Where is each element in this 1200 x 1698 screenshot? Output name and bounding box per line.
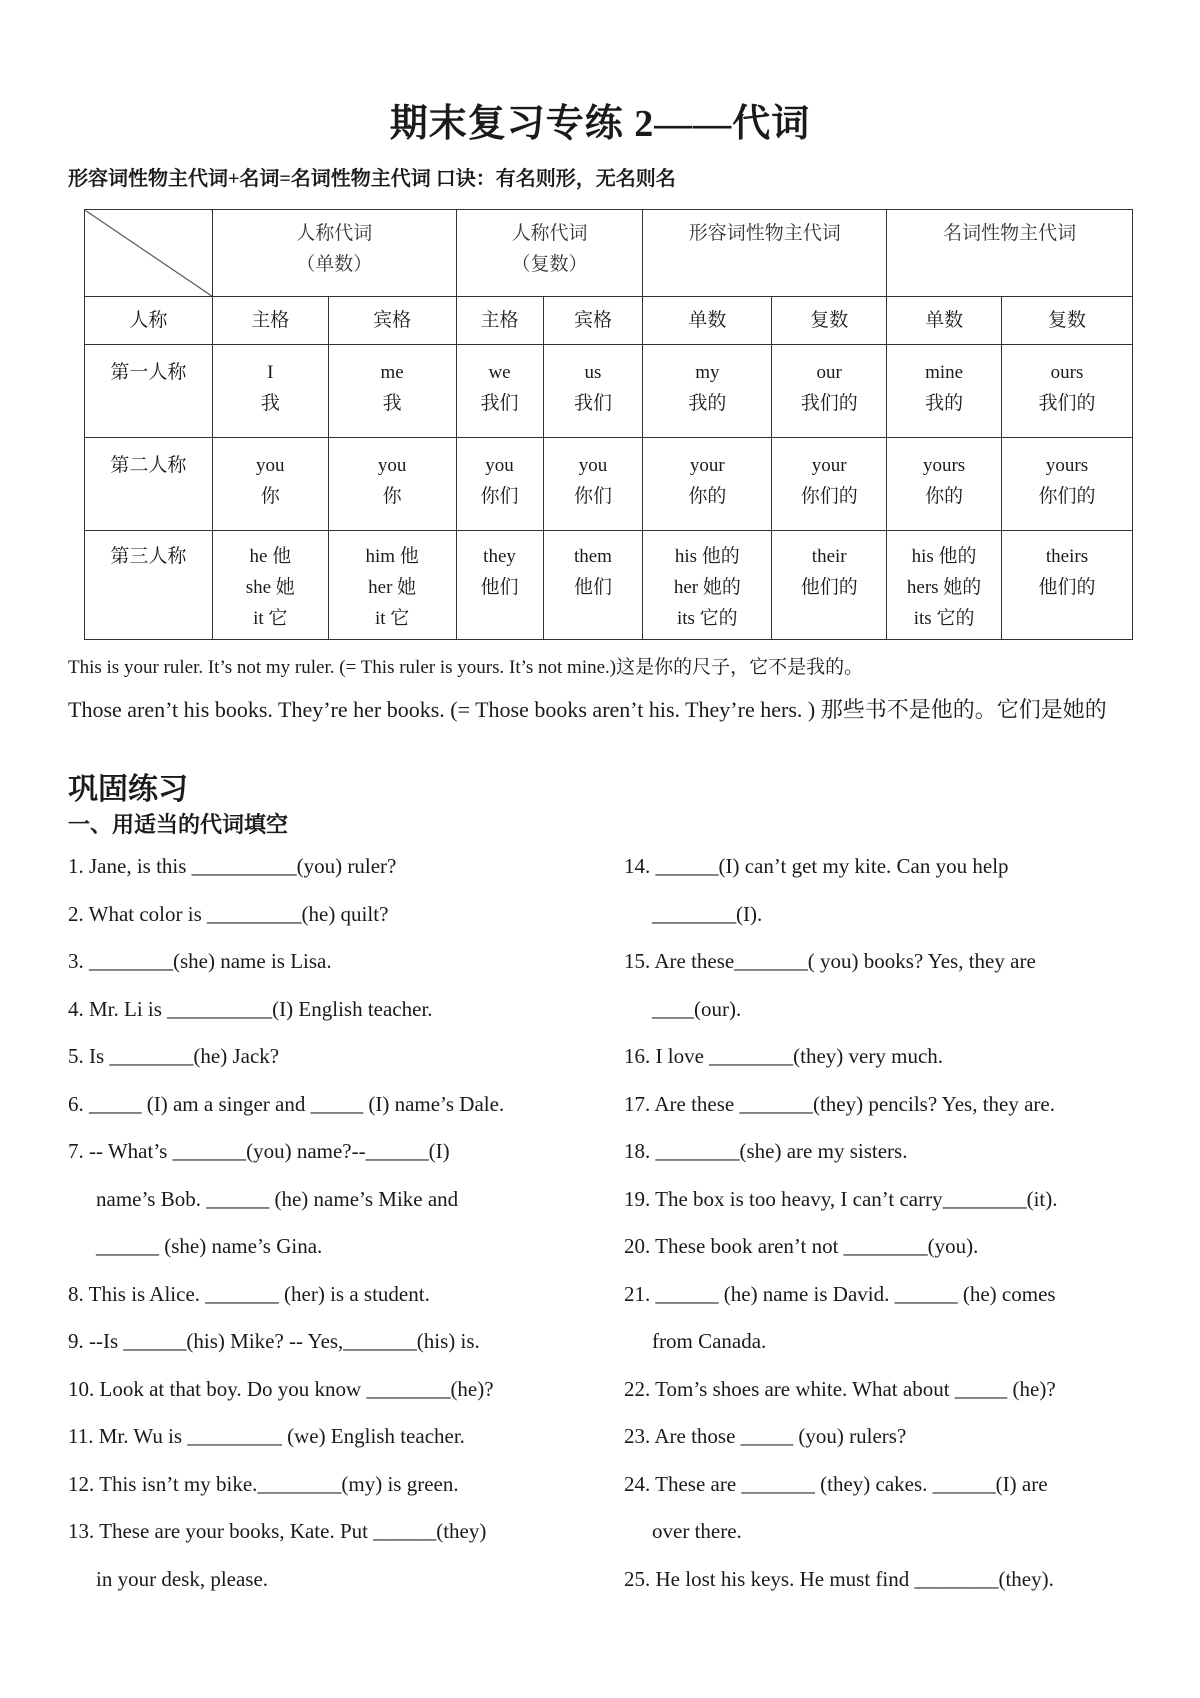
table-cell: we 我们 — [456, 345, 543, 438]
table-cell: your 你的 — [643, 438, 772, 531]
exercise-item: 9. --Is ______(his) Mike? -- Yes,_______(his) is. — [68, 1329, 480, 1353]
exercise-item: 16. I love ________(they) very much. — [624, 1044, 944, 1068]
header-adjective-possessive: 形容词性物主代词 — [643, 210, 887, 297]
table-cell: you 你们 — [543, 438, 643, 531]
diagonal-corner-cell — [85, 210, 213, 297]
exercise-item-continuation: name’s Bob. ______ (he) name’s Mike and — [96, 1186, 459, 1211]
row-label: 第二人称 — [85, 438, 213, 531]
exercise-item: 13. These are your books, Kate. Put ______(they) — [68, 1519, 487, 1543]
section-heading: 一、用适当的代词填空 — [68, 812, 289, 837]
exercise-item-continuation: from Canada. — [652, 1329, 767, 1353]
exercise-item: 10. Look at that boy. Do you know ________(he)? — [68, 1376, 494, 1401]
table-cell: our 我们的 — [772, 345, 887, 438]
exercise-item: 12. This isn’t my bike.________(my) is green. — [68, 1471, 459, 1496]
exercise-item: 15. Are these_______( you) books? Yes, they are — [624, 949, 1036, 973]
exercise-item: 19. The box is too heavy, I can’t carry________(it). — [624, 1186, 1058, 1211]
table-cell: ours 我们的 — [1002, 345, 1133, 438]
exercise-column-left — [68, 843, 588, 1603]
exercise-item-continuation: ____(our). — [652, 996, 742, 1021]
table-cell: mine 我的 — [887, 345, 1002, 438]
example-sentence-1: This is your ruler. It’s not my ruler. (= This ruler is yours. It’s not mine.)这是你的尺子，它不是我的。 — [68, 657, 864, 678]
table-cell: you 你们 — [456, 438, 543, 531]
subheader-cell: 宾格 — [328, 297, 456, 345]
subheader-cell: 主格 — [456, 297, 543, 345]
exercise-item: 23. Are those _____ (you) rulers? — [624, 1424, 907, 1448]
table-cell: yours 你的 — [887, 438, 1002, 531]
exercise-item-continuation: ________(I). — [652, 901, 763, 926]
exercise-item-continuation: over there. — [652, 1519, 742, 1543]
exercise-item: 25. He lost his keys. He must find ________(they). — [624, 1566, 1054, 1591]
table-cell: theirs 他们的 — [1002, 531, 1133, 640]
exercise-item: 6. _____ (I) am a singer and _____ (I) name’s Dale. — [68, 1091, 505, 1116]
table-cell: his 他的 her 她的 its 它的 — [643, 531, 772, 640]
subheader-cell: 复数 — [1002, 297, 1133, 345]
exercise-column-right — [624, 843, 1144, 1603]
subheader-cell: 宾格 — [543, 297, 643, 345]
pronoun-table — [84, 209, 1133, 640]
subheader-row — [85, 297, 1133, 345]
table-cell: I 我 — [212, 345, 328, 438]
exercise-item: 14. ______(I) can’t get my kite. Can you help — [624, 854, 1009, 878]
table-cell: you 你 — [328, 438, 456, 531]
subheader-cell: 复数 — [772, 297, 887, 345]
exercise-item-continuation: ______ (she) name’s Gina. — [96, 1234, 323, 1258]
exercise-item: 20. These book aren’t not ________(you). — [624, 1234, 979, 1258]
exercise-item: 8. This is Alice. _______ (her) is a student. — [68, 1281, 430, 1306]
exercise-item: 4. Mr. Li is __________(I) English teacher. — [68, 996, 433, 1021]
table-row-first-person — [85, 345, 1133, 438]
subheader-cell: 单数 — [643, 297, 772, 345]
practice-heading: 巩固练习 — [68, 773, 188, 806]
table-row-second-person — [85, 438, 1133, 531]
exercise-item: 11. Mr. Wu is _________ (we) English teacher. — [68, 1424, 465, 1448]
exercise-item-continuation: in your desk, please. — [96, 1566, 269, 1591]
example-sentence-2: Those aren’t his books. They’re her books. (= Those books aren’t his. They’re hers. ) 那些书不是他的。它们是她的 — [68, 697, 1107, 722]
table-cell: them 他们 — [543, 531, 643, 640]
subheader-cell: 主格 — [212, 297, 328, 345]
table-cell: their 他们的 — [772, 531, 887, 640]
subheader-cell: 单数 — [887, 297, 1002, 345]
table-cell: his 他的 hers 她的 its 它的 — [887, 531, 1002, 640]
table-cell: my 我的 — [643, 345, 772, 438]
table-cell: us 我们 — [543, 345, 643, 438]
mnemonic-rule: 形容词性物主代词+名词=名词性物主代词 口诀：有名则形，无名则名 — [68, 168, 676, 190]
exercise-item: 2. What color is _________(he) quilt? — [68, 901, 389, 926]
exercise-item: 24. These are _______ (they) cakes. ______(I) are — [624, 1471, 1048, 1496]
exercise-item: 18. ________(she) are my sisters. — [624, 1139, 908, 1163]
header-personal-plural: 人称代词 （复数） — [456, 210, 643, 297]
table-cell: yours 你们的 — [1002, 438, 1133, 531]
row-label: 第三人称 — [85, 531, 213, 640]
table-cell: your 你们的 — [772, 438, 887, 531]
row-label: 第一人称 — [85, 345, 213, 438]
table-cell: me 我 — [328, 345, 456, 438]
table-cell: they 他们 — [456, 531, 543, 640]
exercise-item: 3. ________(she) name is Lisa. — [68, 949, 332, 973]
exercise-item: 17. Are these _______(they) pencils? Yes, they are. — [624, 1091, 1055, 1116]
exercise-item: 7. -- What’s _______(you) name?--______(I) — [68, 1139, 450, 1163]
subheader-cell: 人称 — [85, 297, 213, 345]
exercise-item: 21. ______ (he) name is David. ______ (he) comes — [624, 1281, 1056, 1306]
table-row-third-person — [85, 531, 1133, 640]
table-cell: you 你 — [212, 438, 328, 531]
table-cell: him 他 her 她 it 它 — [328, 531, 456, 640]
page-title: 期末复习专练 2——代词 — [389, 103, 811, 145]
exercise-item: 5. Is ________(he) Jack? — [68, 1044, 280, 1068]
exercise-item: 1. Jane, is this __________(you) ruler? — [68, 854, 397, 878]
header-personal-singular: 人称代词 （单数） — [212, 210, 456, 297]
exercise-item: 22. Tom’s shoes are white. What about _____ (he)? — [624, 1376, 1056, 1401]
table-cell: he 他 she 她 it 它 — [212, 531, 328, 640]
header-noun-possessive: 名词性物主代词 — [887, 210, 1133, 297]
